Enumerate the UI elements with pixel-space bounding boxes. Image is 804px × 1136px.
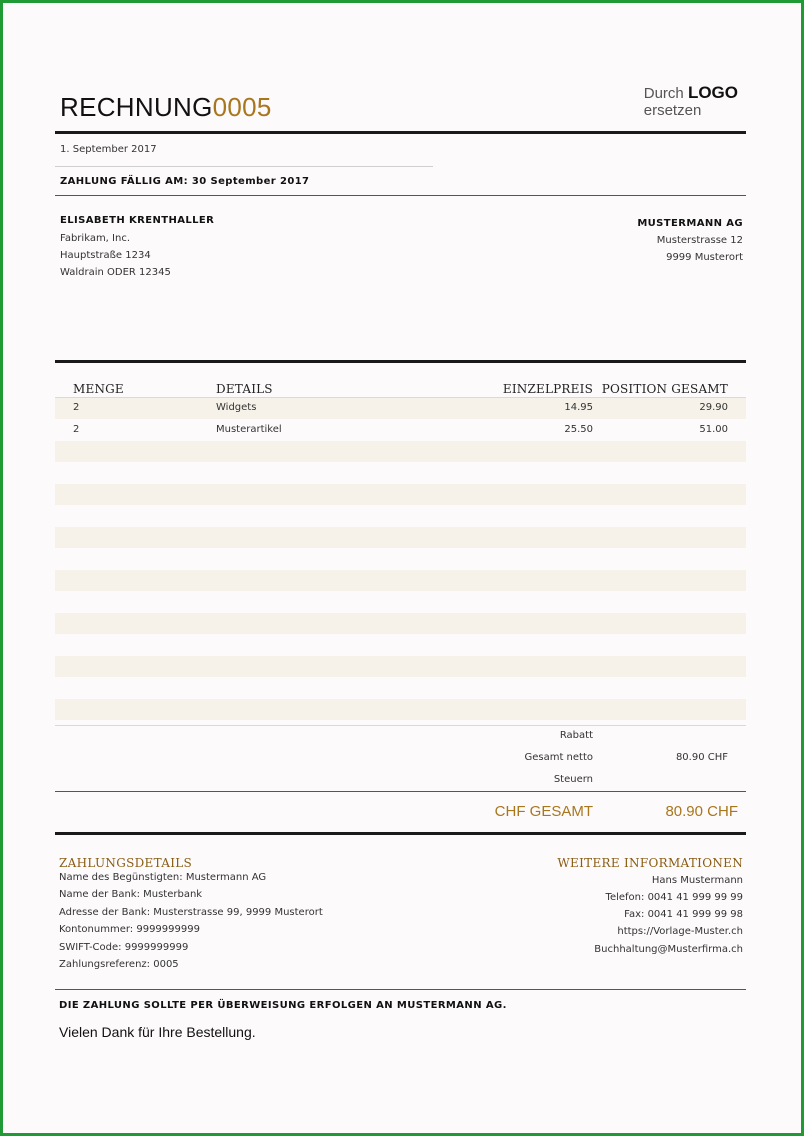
row-total: 29.90 bbox=[699, 402, 728, 413]
info-line: https://Vorlage-Muster.ch bbox=[617, 926, 743, 937]
row-stripe bbox=[55, 656, 746, 677]
payment-heading: ZAHLUNGSDETAILS bbox=[59, 856, 193, 870]
due-divider bbox=[55, 195, 746, 196]
seller-city: 9999 Musterort bbox=[666, 252, 743, 263]
row-stripe bbox=[55, 613, 746, 634]
customer-name: ELISABETH KRENTHALLER bbox=[60, 215, 215, 226]
payment-line: Kontonummer: 9999999999 bbox=[59, 924, 200, 935]
payment-line: Name des Begünstigten: Mustermann AG bbox=[59, 872, 267, 883]
info-line: Telefon: 0041 41 999 99 99 bbox=[605, 892, 743, 903]
invoice-title bbox=[60, 92, 272, 123]
col-header-line-total: POSITION GESAMT bbox=[601, 382, 728, 396]
table-top-rule bbox=[55, 360, 746, 363]
net-value: 80.90 CHF bbox=[675, 752, 728, 763]
row-stripe bbox=[55, 527, 746, 548]
payment-line: Zahlungsreferenz: 0005 bbox=[59, 959, 179, 970]
row-total: 51.00 bbox=[699, 424, 728, 435]
logo-placeholder bbox=[644, 84, 738, 119]
logo-line1: Durch bbox=[643, 85, 684, 102]
grand-total-label: CHF GESAMT bbox=[494, 803, 593, 820]
col-header-unit-price: EINZELPREIS bbox=[502, 382, 593, 396]
date-divider bbox=[55, 166, 433, 167]
tax-label: Steuern bbox=[553, 774, 593, 785]
payment-line: Name der Bank: Musterbank bbox=[59, 889, 203, 900]
row-unit-price: 25.50 bbox=[564, 424, 593, 435]
due-date: ZAHLUNG FÄLLIG AM: 30 September 2017 bbox=[60, 176, 310, 187]
invoice-date: 1. September 2017 bbox=[60, 144, 157, 155]
logo-bold: LOGO bbox=[687, 83, 738, 102]
row-stripe bbox=[55, 570, 746, 591]
logo-line2: ersetzen bbox=[643, 102, 702, 119]
row-stripe bbox=[55, 398, 746, 419]
customer-city: Waldrain ODER 12345 bbox=[60, 267, 171, 278]
seller-name: MUSTERMANN AG bbox=[637, 218, 743, 229]
summary-bottom-rule bbox=[55, 832, 746, 835]
col-header-qty: MENGE bbox=[73, 382, 124, 396]
row-qty: 2 bbox=[73, 424, 80, 435]
payment-line: SWIFT-Code: 9999999999 bbox=[59, 942, 189, 953]
row-stripe bbox=[55, 484, 746, 505]
footer-divider bbox=[55, 989, 746, 990]
payment-line: Adresse der Bank: Musterstrasse 99, 9999 Musterort bbox=[59, 907, 323, 918]
row-qty: 2 bbox=[73, 402, 80, 413]
header-rule bbox=[55, 131, 746, 134]
row-unit-price: 14.95 bbox=[564, 402, 593, 413]
thank-you-note: Vielen Dank für Ihre Bestellung. bbox=[59, 1024, 256, 1040]
info-line: Fax: 0041 41 999 99 98 bbox=[624, 909, 743, 920]
discount-label: Rabatt bbox=[559, 730, 593, 741]
row-details: Widgets bbox=[216, 402, 257, 413]
info-heading: WEITERE INFORMATIONEN bbox=[557, 856, 743, 870]
grand-total-value: 80.90 CHF bbox=[665, 803, 738, 820]
net-label: Gesamt netto bbox=[524, 752, 593, 763]
row-stripe bbox=[55, 441, 746, 462]
info-line: Hans Mustermann bbox=[651, 875, 743, 886]
row-stripe bbox=[55, 699, 746, 720]
customer-street: Hauptstraße 1234 bbox=[60, 250, 151, 261]
invoice-number: 0005 bbox=[212, 92, 272, 122]
customer-company: Fabrikam, Inc. bbox=[60, 233, 131, 244]
seller-street: Musterstrasse 12 bbox=[656, 235, 743, 246]
row-details: Musterartikel bbox=[216, 424, 282, 435]
table-bottom-divider bbox=[55, 725, 746, 726]
col-header-details: DETAILS bbox=[216, 382, 273, 396]
summary-divider bbox=[55, 791, 746, 792]
payment-notice: DIE ZAHLUNG SOLLTE PER ÜBERWEISUNG ERFOLGEN AN MUSTERMANN AG. bbox=[59, 1000, 507, 1011]
info-line: Buchhaltung@Musterfirma.ch bbox=[594, 944, 743, 955]
invoice-title-prefix: RECHNUNG bbox=[60, 92, 213, 122]
